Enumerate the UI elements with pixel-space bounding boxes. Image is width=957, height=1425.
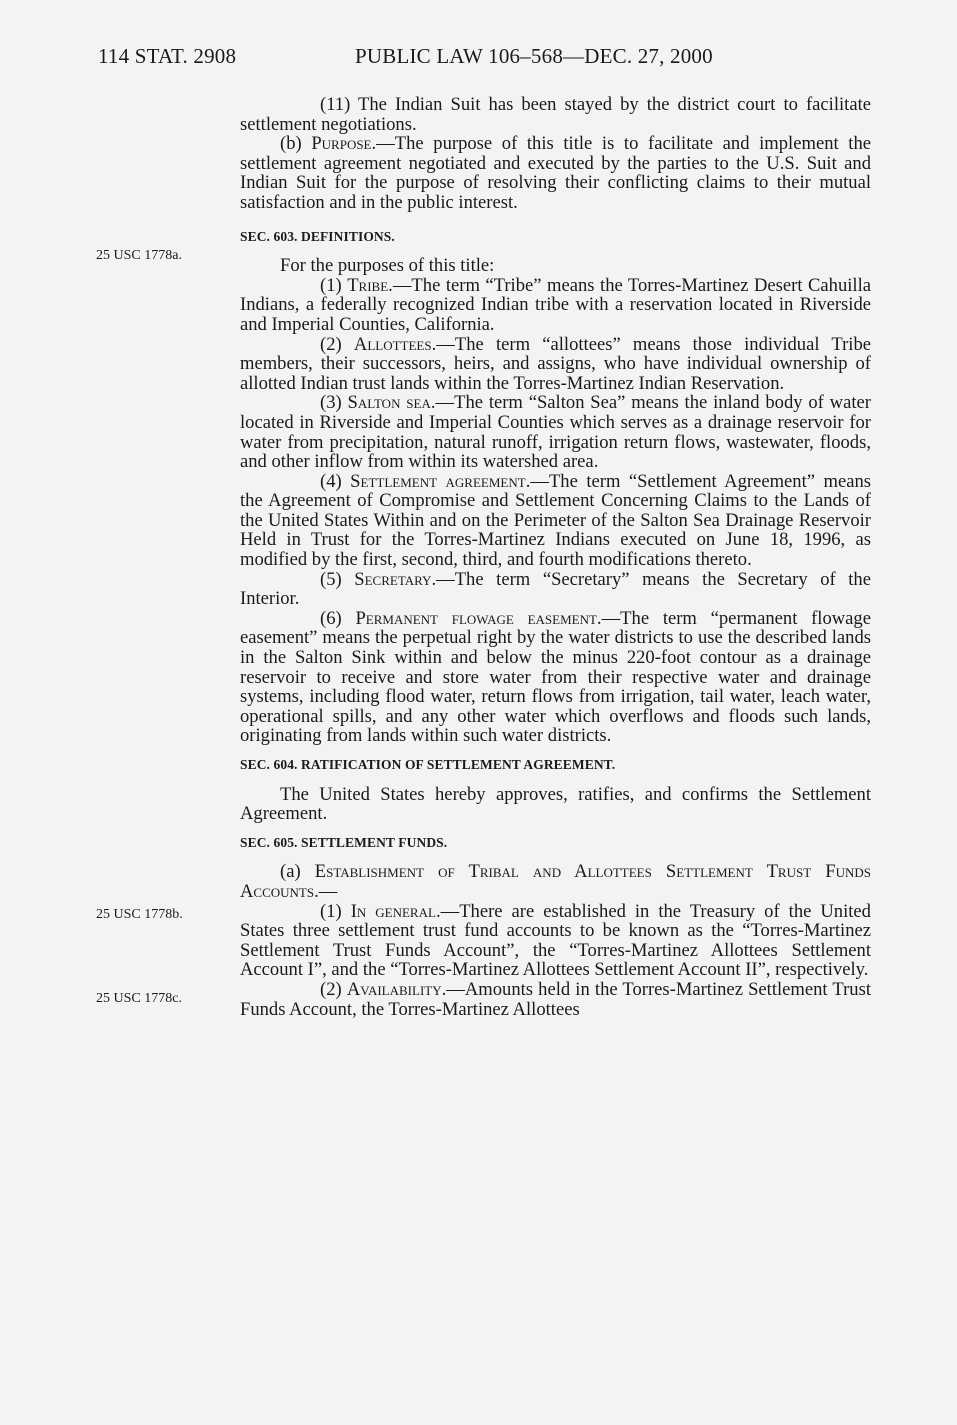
public-law-header: PUBLIC LAW 106–568—DEC. 27, 2000	[355, 44, 713, 68]
definition-allottees: (2) Allottees.—The term “allottees” means those individual Tribe members, their successors, heirs, and assigns, who have individual ownership of allotted Indian trust lands within the Torres-Martinez Indian Reservation.	[240, 333, 871, 394]
definitions-intro: For the purposes of this title:	[280, 255, 495, 277]
paragraph-in-general: (1) In general.—There are established in the Treasury of the United States three settlement trust fund accounts to be known as the “Torres-Martinez Settlement Trust Funds Account”, the “Torres-Martinez Allottees Settlement Account I”, and the “Torres-Martinez Allottees Settlement Account II”, respectively.	[240, 900, 871, 981]
margin-note-1778a: 25 USC 1778a.	[96, 248, 182, 263]
section-604-text: The United States hereby approves, ratifies, and confirms the Settlement Agreement.	[240, 783, 871, 825]
definition-salton-sea: (3) Salton sea.—The term “Salton Sea” means the inland body of water located in Riverside and Imperial Counties which serves as a drainage reservoir for water from precipitation, natural runoff, irrigation return flows, wastewater, floods, and other inflow from within its watershed area.	[240, 392, 871, 473]
section-603-heading: SEC. 603. DEFINITIONS.	[240, 228, 395, 244]
subsection-b-purpose: (b) Purpose.—The purpose of this title is to facilitate and implement the settlement agreement negotiated and executed by the parties to the U.S. Suit and Indian Suit for the purpose of resolving their conflicting claims to their mutual satisfaction and in the public interest.	[240, 133, 871, 213]
definition-permanent-flowage-easement: (6) Permanent flowage easement.—The term “permanent flowage easement” means the perpetual right by the water districts to use the described lands in the Salton Sink within and below the minus 220-foot contour as a drainage reservoir to receive and store water from their respective water and drainage systems, including flood water, return flows from irrigation, tail water, leach water, operational spills, and any other water which overflows and floods such lands, originating from lands within such water districts.	[240, 607, 871, 747]
definition-tribe: (1) Tribe.—The term “Tribe” means the Torres-Martinez Desert Cahuilla Indians, a federally recognized Indian tribe with a reservation located in Riverside and Imperial Counties, California.	[240, 274, 871, 335]
definition-settlement-agreement: (4) Settlement agreement.—The term “Settlement Agreement” means the Agreement of Compromise and Settlement Concerning Claims to the Lands of the United States Within and on the Perimeter of the Salton Sea Drainage Reservoir Held in Trust for the Torres-Martinez Indians executed on June 18, 1996, as modified by the first, second, third, and fourth modifications thereto.	[240, 470, 871, 571]
definition-secretary: (5) Secretary.—The term “Secretary” means the Secretary of the Interior.	[240, 568, 871, 610]
margin-note-1778c: 25 USC 1778c.	[96, 991, 182, 1006]
statute-page-number: 114 STAT. 2908	[98, 44, 237, 68]
paragraph-availability: (2) Availability.—Amounts held in the Torres-Martinez Settlement Trust Funds Account, the Torres-Martinez Allottees	[240, 978, 871, 1020]
body-text	[240, 95, 871, 1019]
margin-note-1778b: 25 USC 1778b.	[96, 907, 183, 922]
paragraph-11: (11) The Indian Suit has been stayed by the district court to facilitate settlement negotiations.	[240, 94, 871, 135]
section-604-heading: SEC. 604. RATIFICATION OF SETTLEMENT AGREEMENT.	[240, 757, 616, 772]
section-605-heading: SEC. 605. SETTLEMENT FUNDS.	[240, 834, 448, 850]
subsection-a-heading: (a) Establishment of Tribal and Allottees Settlement Trust Funds Accounts.—	[240, 861, 871, 902]
